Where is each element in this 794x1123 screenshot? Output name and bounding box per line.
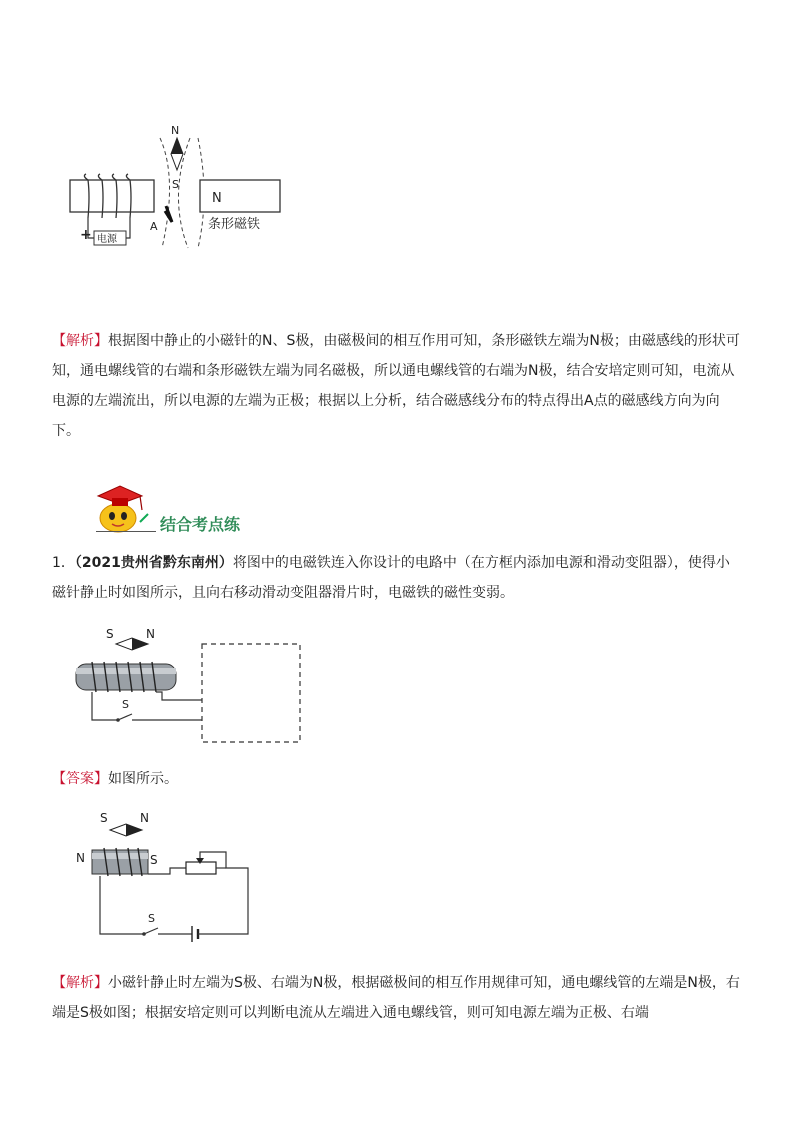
section-underline (96, 531, 156, 532)
analysis-label: 【解析】 (52, 333, 108, 349)
question-1 (52, 548, 742, 608)
scholar-mascot-icon (84, 478, 154, 534)
needle-n-label: N (146, 627, 155, 641)
question-text: 将图中的电磁铁连入你设计的电路中（在方框内添加电源和滑动变阻器），使得小磁针静止时如图所示，且向右移动滑动变阻器滑片时，电磁铁的磁性变弱。 (52, 555, 730, 601)
figure-solenoid-bar-magnet (60, 118, 300, 258)
figure-electromagnet-question (70, 624, 310, 746)
plus-sign: + (80, 227, 92, 243)
figure-answer-circuit (70, 808, 270, 948)
compass-n-label: N (171, 124, 180, 137)
analysis2-text: 小磁针静止时左端为S极、右端为N极，根据磁极间的相互作用规律可知，通电螺线管的左端是N极，右端是S极如图；根据安培定则可以判断电流从左端进入通电螺线管，则可知电源左端为正极、右端 (52, 975, 740, 1021)
bar-magnet-label: 条形磁铁 (208, 217, 261, 232)
answer-line (52, 764, 742, 794)
point-a-label: A (150, 220, 158, 233)
bar-magnet-n-label: N (212, 191, 222, 206)
needle-s-label: S (106, 627, 114, 641)
switch-s-label: S (122, 698, 129, 711)
answer-switch-s-label: S (148, 912, 155, 925)
answer-needle-n-label: N (140, 811, 149, 825)
answer-text: 如图所示。 (108, 771, 178, 787)
coil-n-label: N (76, 851, 85, 865)
coil-s-label: S (150, 853, 158, 867)
analysis-paragraph-1 (52, 326, 742, 446)
answer-needle-s-label: S (100, 811, 108, 825)
section-title: 结合考点练 (160, 515, 241, 534)
compass-s-label: S (172, 178, 179, 191)
answer-label: 【答案】 (52, 771, 108, 787)
question-source: （2021贵州省黔东南州） (74, 555, 233, 571)
analysis-text: 根据图中静止的小磁针的N、S极，由磁极间的相互作用可知，条形磁铁左端为N极；由磁感线的形状可知，通电螺线管的右端和条形磁铁左端为同名磁极，所以通电螺线管的右端为N极，结合安培定则可知，电流从电源的左端流出，所以电源的左端为正极；根据以上分析，结合磁感线分布的特点得出A点的磁感线方向为向下。 (52, 333, 740, 439)
power-label: 电源 (97, 234, 117, 245)
analysis2-label: 【解析】 (52, 975, 108, 991)
question-number: 1． (52, 555, 75, 571)
analysis-paragraph-2 (52, 968, 742, 1028)
